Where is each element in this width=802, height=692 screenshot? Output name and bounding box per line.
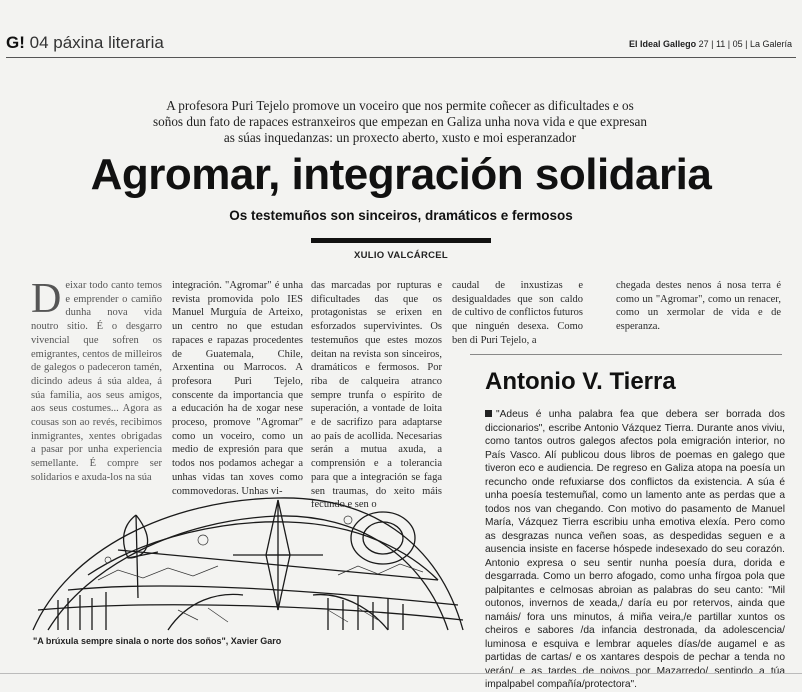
footer-rule [0, 673, 802, 674]
intro-lead: A profesora Puri Tejelo promove un voceiro que nos permite coñecer as dificultades e os soños dun fato de rapaces estranxeiros que empezan en Galiza unha nova vida e que expresan as súas inquedanzas: un proxecto aberto, xusto e moi esperanzador [153, 98, 647, 145]
issue-date: 27 | 11 | 05 | La Galería [698, 39, 792, 49]
sidebar-body [485, 408, 785, 692]
article-column-2: integración. "Agromar" é unha revista promovida polo IES Manuel Murguía de Arteixo, un centro no que estudan rapaces e rapazas procedentes de Guatemala, Chile, Arxentina ou Marrocos. A profesora Puri Tejelo, conscente da importancia que a educación ha de xogar nese proceso, promove "Agromar" como un voceiro, como un medio de expresión para que todos nos podamos achegar a unhas vidas tan xoves como commovedoras. Unhas vi- [172, 280, 303, 497]
paper-name: El Ideal Gallego [629, 39, 697, 49]
drop-cap: D [31, 276, 62, 322]
column-text: eixar todo canto temos e emprender o camiño dunha nova vida noutro sitio. É o desgarro vivencial que sofren os emigrantes, centos de milleiros de galegos o padeceron tamén, dicindo adeus á súa aldea, á súa familia, aos seus amigos, aos seus costumes... Agora as cousas son ao revés, recibimos inmigrantes, xentes obrigadas a pasar por unha experiencia semellante. É compre ser solidarios e axuda-los na súa [31, 280, 162, 483]
bullet-square-icon [485, 410, 492, 417]
byline: XULIO VALCÁRCEL [353, 250, 449, 261]
sidebar-title: Antonio V. Tierra [485, 368, 676, 395]
section-header [6, 33, 164, 53]
subheadline: Os testemuños son sinceiros, dramáticos e fermosos [229, 208, 573, 223]
article-column-1 [31, 276, 162, 485]
header-rule [6, 57, 796, 58]
logo: G! [6, 33, 25, 52]
byline-bar [311, 238, 491, 243]
illustration-drawing [28, 480, 468, 632]
article-column-5: chegada destes nenos á nosa terra é como un "Agromar", como un renacer, como un xermolar de vida e de esperanza. [616, 280, 781, 333]
article-column-3: das marcadas por rupturas e dificultades das que os protagonistas se erixen en esforzados supervivintes. Os testemuños que estes mozos deitan na revista son sinceiros, dramáticos e fermosos. Por riba de calqueira atranco sempre trunfa o espírito de superación, a vontade de loita e de sacrifizo para adaptarse ao país de acollida. Necesarias serán a mutua axuda, a comprensión e a tolerancia para que a integración se faga sen traumas, do xeito máis fecundo e sen o [311, 280, 442, 511]
publication-info [629, 39, 792, 49]
sidebar-rule [470, 354, 782, 355]
illustration-caption: "A brúxula sempre sinala o norte dos soños", Xavier Garo [33, 636, 282, 646]
article-column-4: caudal de inxustizas e desigualdades que son caldo de cultivo de conflictos futuros que ninguén desexa. Como ben di Puri Tejelo, a [452, 280, 583, 346]
sidebar-text: "Adeus é unha palabra fea que debera ser borrada dos diccionarios", escribe Antonio Vázquez Tierra. Durante anos viviu, como tantos outros galegos afectos pola emigración interior, no País Vasco. Alí publicou dous libros de poemas en galego que tiveron eco e audiencia. De regreso en Galiza atopa na poesía un recuncho onde refuxiarse dos conflictos da existencia. A súa é unha poesía testemuñal, como un lamento ante as perdas que a todos nos van chegando. Con motivo do pasamento de Manuel María, Vázquez Tierra escribiu unha emotiva elexía. Pero como as desgrazas nunca veñen soas, as despedidas seguen e a ausencia insiste en facerse hóspede indesexado do seu corazón. Antonio expresa o seu sentir nunha poesía dura, dorida e desgarrada. Como un berro afogado, como unha fírgoa pola que palpitantes e celmosas abroian as palabras do seu canto: "Mil outonos, invernos de xeada,/ daría eu por retervos, ainda que namáis/ fora uns minutos, á miña veira,/e partillar xuntos os cheiros e sabores /da infancia destronada, da adolescencia/ luminosa e esquiva e lembrar aqueles días/de augamel e as partidas de cartas/ e os xantares despois de pechar a tenda no verán/ e as tardes de noivos por Mazarredo/ sentindo a túa impalpabel compañía/protectora". [485, 409, 785, 690]
section-name: 04 páxina literaria [29, 33, 164, 52]
headline: Agromar, integración solidaria [90, 150, 712, 199]
